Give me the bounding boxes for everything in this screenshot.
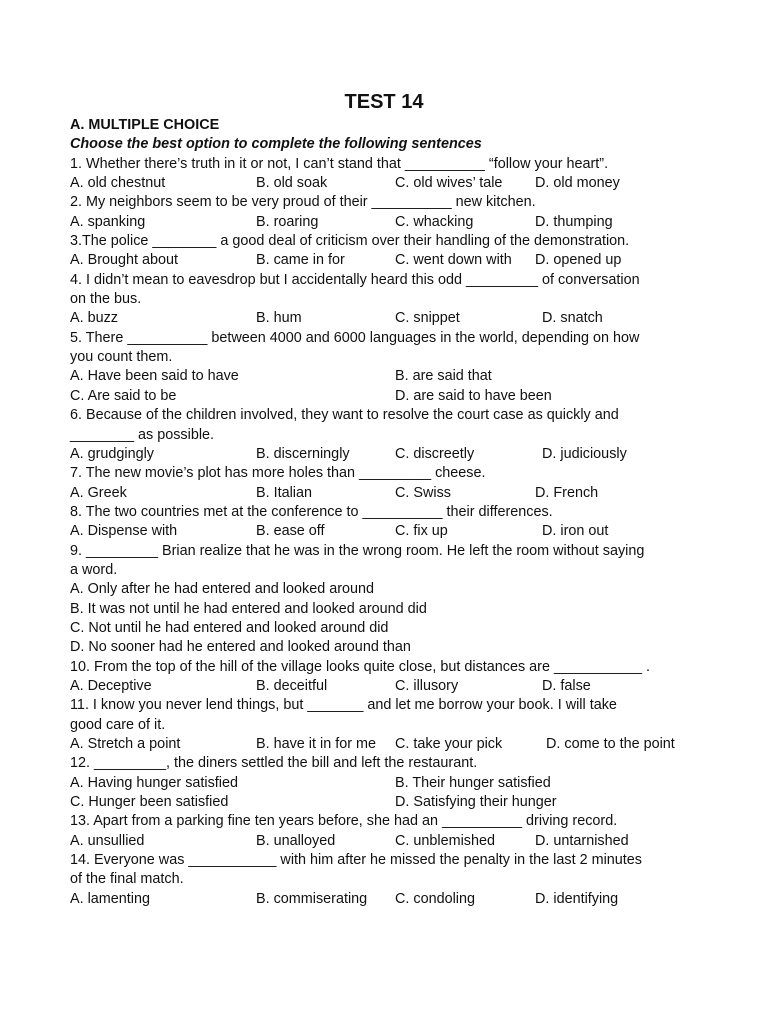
answer-option: C. Swiss xyxy=(395,484,451,501)
question-text: of the final match. xyxy=(70,871,184,888)
question-text: 9. _________ Brian realize that he was in the wrong room. He left the room without saying xyxy=(70,542,645,559)
answer-option: A. Brought about xyxy=(70,252,179,269)
answer-option: C. snippet xyxy=(395,310,460,327)
answer-option: B. roaring xyxy=(256,213,319,230)
options-row xyxy=(70,890,710,909)
question-list xyxy=(70,155,710,909)
options-row xyxy=(70,174,710,193)
question-text: 2. My neighbors seem to be very proud of their __________ new kitchen. xyxy=(70,194,536,211)
question-text: 10. From the top of the hill of the village looks quite close, but distances are ___________ . xyxy=(70,658,650,675)
section-heading: A. MULTIPLE CHOICE xyxy=(70,117,220,133)
answer-option: B. came in for xyxy=(256,252,345,269)
question-text: ________ as possible. xyxy=(70,426,215,443)
answer-option: C. whacking xyxy=(395,213,474,230)
answer-option: B. Their hunger satisfied xyxy=(395,774,551,791)
answer-option: A. buzz xyxy=(70,310,118,327)
answer-option: D. French xyxy=(535,484,599,501)
options-row xyxy=(70,522,710,541)
answer-option: B. hum xyxy=(256,310,302,327)
question-text: 1. Whether there’s truth in it or not, I can’t stand that __________ “follow your heart”. xyxy=(70,155,609,172)
question-item xyxy=(70,406,710,464)
question-item xyxy=(70,271,710,329)
question-text: 5. There __________ between 4000 and 6000 languages in the world, depending on how xyxy=(70,329,640,346)
question-text: 11. I know you never lend things, but _______ and let me borrow your book. I will take xyxy=(70,697,617,714)
question-item xyxy=(70,696,710,754)
answer-option: B. have it in for me xyxy=(256,736,376,752)
options-row xyxy=(70,367,710,386)
answer-option: B. are said that xyxy=(395,368,492,385)
answer-option: C. discreetly xyxy=(395,445,475,462)
answer-option: C. Hunger been satisfied xyxy=(70,794,229,811)
answer-option: B. ease off xyxy=(256,523,325,540)
question-text: 6. Because of the children involved, they want to resolve the court case as quickly and xyxy=(70,407,619,424)
options-row xyxy=(70,251,710,270)
question-text: 13. Apart from a parking fine ten years before, she had an __________ driving record. xyxy=(70,813,618,830)
options-row xyxy=(70,309,710,328)
answer-option: D. are said to have been xyxy=(395,387,552,404)
question-text: a word. xyxy=(70,561,118,578)
answer-option: C. condoling xyxy=(395,890,475,907)
question-text: 8. The two countries met at the conference to __________ their differences. xyxy=(70,503,553,520)
answer-option: A. spanking xyxy=(70,213,146,230)
answer-option: B. unalloyed xyxy=(256,832,336,849)
answer-option: C. went down with xyxy=(395,252,512,269)
answer-option: B. old soak xyxy=(256,175,328,192)
options-row xyxy=(70,213,710,232)
question-item xyxy=(70,155,710,194)
answer-option: C. fix up xyxy=(395,523,448,540)
question-item xyxy=(70,754,710,812)
question-item xyxy=(70,542,710,658)
answer-option: A. grudgingly xyxy=(70,445,154,462)
answer-option: B. It was not until he had entered and looked around did xyxy=(70,600,427,617)
options-row xyxy=(70,793,710,812)
options-row xyxy=(70,677,710,696)
options-row xyxy=(70,484,710,503)
answer-option: B. Italian xyxy=(256,484,312,501)
question-item xyxy=(70,232,710,271)
question-item xyxy=(70,193,710,232)
answer-option: C. take your pick xyxy=(395,736,503,752)
answer-option: C. Are said to be xyxy=(70,387,177,404)
answer-option: D. untarnished xyxy=(535,832,629,849)
question-item xyxy=(70,503,710,542)
question-item xyxy=(70,329,710,406)
question-text: you count them. xyxy=(70,349,173,366)
question-item xyxy=(70,658,710,697)
answer-option: A. old chestnut xyxy=(70,175,166,192)
page-title: TEST 14 xyxy=(344,91,424,113)
answer-option: A. Having hunger satisfied xyxy=(70,774,238,791)
test-content xyxy=(70,116,710,909)
question-item xyxy=(70,464,710,503)
answer-option: D. iron out xyxy=(542,523,609,540)
answer-option: A. unsullied xyxy=(70,832,145,849)
answer-option: D. identifying xyxy=(535,890,619,907)
answer-option: D. snatch xyxy=(542,310,603,327)
answer-option: D. false xyxy=(542,677,591,694)
options-row xyxy=(70,832,710,851)
answer-option: A. Dispense with xyxy=(70,523,178,540)
answer-option: A. Deceptive xyxy=(70,677,152,694)
answer-option: A. Have been said to have xyxy=(70,368,239,385)
options-row xyxy=(70,774,710,793)
question-text: 14. Everyone was ___________ with him after he missed the penalty in the last 2 minutes xyxy=(70,852,642,869)
question-text: on the bus. xyxy=(70,291,142,308)
answer-option: C. old wives’ tale xyxy=(395,175,503,192)
options-row xyxy=(70,735,710,754)
question-item xyxy=(70,812,710,851)
answer-option: D. No sooner had he entered and looked around than xyxy=(70,639,411,656)
answer-option: D. opened up xyxy=(535,252,622,269)
answer-option: A. Greek xyxy=(70,484,127,501)
instruction-text: Choose the best option to complete the following sentences xyxy=(70,136,482,153)
answer-option: D. judiciously xyxy=(542,445,627,462)
answer-option: B. discerningly xyxy=(256,445,350,462)
question-item xyxy=(70,851,710,909)
question-text: good care of it. xyxy=(70,716,166,733)
answer-option: D. come to the point xyxy=(546,736,675,752)
answer-option: A. Stretch a point xyxy=(70,736,181,752)
answer-option: D. thumping xyxy=(535,213,613,230)
answer-option: C. Not until he had entered and looked around did xyxy=(70,619,389,636)
answer-option: B. commiserating xyxy=(256,890,368,907)
question-text: 4. I didn’t mean to eavesdrop but I accidentally heard this odd _________ of conversation xyxy=(70,271,640,288)
answer-option: A. Only after he had entered and looked around xyxy=(70,581,375,598)
options-row xyxy=(70,445,710,464)
answer-option: C. illusory xyxy=(395,677,459,694)
answer-option: A. lamenting xyxy=(70,890,150,907)
question-text: 3.The police ________ a good deal of criticism over their handling of the demonstration. xyxy=(70,233,630,250)
question-text: 12. _________, the diners settled the bill and left the restaurant. xyxy=(70,755,478,772)
options-row xyxy=(70,387,710,406)
answer-option: B. deceitful xyxy=(256,677,328,694)
answer-option: C. unblemished xyxy=(395,832,495,849)
answer-option: D. old money xyxy=(535,175,620,192)
answer-option: D. Satisfying their hunger xyxy=(395,794,557,811)
question-text: 7. The new movie’s plot has more holes than _________ cheese. xyxy=(70,465,486,482)
